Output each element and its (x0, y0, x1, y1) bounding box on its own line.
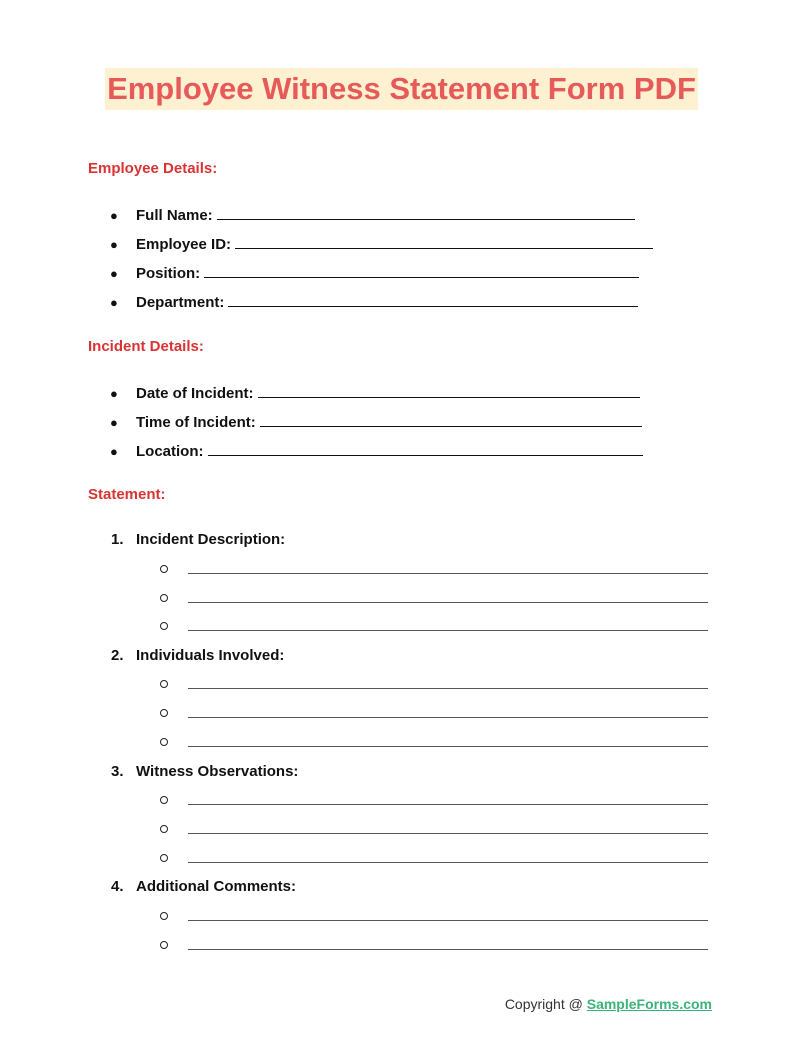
answer-line (188, 688, 708, 689)
sampleforms-link[interactable]: SampleForms.com (586, 996, 712, 1012)
answer-line (188, 746, 708, 747)
position-input-line[interactable] (204, 263, 639, 278)
answer-line (188, 573, 708, 574)
time-of-incident-input-line[interactable] (260, 412, 642, 427)
field-date-of-incident (110, 383, 640, 403)
field-label: Date of Incident: (136, 385, 254, 402)
circle-bullet-icon (160, 709, 168, 717)
circle-bullet-icon (160, 825, 168, 833)
date-of-incident-input-line[interactable] (258, 383, 640, 398)
item-number: 3. (111, 763, 124, 780)
bullet-icon: ● (110, 266, 118, 281)
field-label: Location: (136, 443, 204, 460)
bullet-icon: ● (110, 415, 118, 430)
incident-description-line[interactable] (160, 619, 708, 635)
additional-comments-line[interactable] (160, 909, 708, 925)
circle-bullet-icon (160, 796, 168, 804)
bullet-icon: ● (110, 208, 118, 223)
employee-id-input-line[interactable] (235, 234, 653, 249)
field-employee-id (110, 234, 653, 254)
answer-line (188, 920, 708, 921)
title-container (0, 68, 803, 110)
individuals-involved-line[interactable] (160, 735, 708, 751)
copyright-text: Copyright @ (504, 996, 587, 1012)
witness-observations-line[interactable] (160, 793, 708, 809)
field-department (110, 292, 638, 312)
incident-details-heading: Incident Details: (88, 338, 204, 355)
statement-heading: Statement: (88, 486, 166, 503)
bullet-icon: ● (110, 444, 118, 459)
answer-line (188, 833, 708, 834)
field-location (110, 441, 643, 461)
field-label: Employee ID: (136, 236, 232, 253)
individuals-involved-line[interactable] (160, 706, 708, 722)
bullet-icon: ● (110, 295, 118, 310)
circle-bullet-icon (160, 912, 168, 920)
bullet-icon: ● (110, 237, 118, 252)
circle-bullet-icon (160, 738, 168, 746)
witness-observations-line[interactable] (160, 822, 708, 838)
item-number: 1. (111, 531, 124, 548)
answer-line (188, 862, 708, 863)
witness-observations-line[interactable] (160, 851, 708, 867)
field-position (110, 263, 639, 283)
incident-description-line[interactable] (160, 562, 708, 578)
answer-line (188, 602, 708, 603)
item-number: 4. (111, 878, 124, 895)
employee-details-heading: Employee Details: (88, 160, 218, 177)
location-input-line[interactable] (208, 441, 643, 456)
circle-bullet-icon (160, 854, 168, 862)
item-label: Incident Description: (136, 531, 286, 548)
item-label: Witness Observations: (136, 763, 299, 780)
answer-line (188, 804, 708, 805)
page-title: Employee Witness Statement Form PDF (105, 68, 698, 110)
individuals-involved-line[interactable] (160, 677, 708, 693)
field-full-name (110, 205, 635, 225)
answer-line (188, 949, 708, 950)
field-time-of-incident (110, 412, 642, 432)
circle-bullet-icon (160, 680, 168, 688)
statement-item-additional-comments (111, 878, 296, 896)
statement-item-incident-description (111, 531, 285, 549)
statement-item-witness-observations (111, 763, 298, 781)
item-label: Additional Comments: (136, 878, 296, 895)
bullet-icon: ● (110, 386, 118, 401)
incident-description-line[interactable] (160, 591, 708, 607)
answer-line (188, 630, 708, 631)
department-input-line[interactable] (228, 292, 638, 307)
field-label: Full Name: (136, 207, 213, 224)
circle-bullet-icon (160, 594, 168, 602)
field-label: Position: (136, 265, 201, 282)
answer-line (188, 717, 708, 718)
statement-item-individuals-involved (111, 647, 284, 665)
circle-bullet-icon (160, 622, 168, 630)
circle-bullet-icon (160, 565, 168, 573)
circle-bullet-icon (160, 941, 168, 949)
additional-comments-line[interactable] (160, 938, 708, 954)
item-label: Individuals Involved: (136, 647, 285, 664)
field-label: Department: (136, 294, 225, 311)
field-label: Time of Incident: (136, 414, 256, 431)
full-name-input-line[interactable] (217, 205, 635, 220)
item-number: 2. (111, 647, 124, 664)
copyright-footer (505, 995, 712, 1013)
